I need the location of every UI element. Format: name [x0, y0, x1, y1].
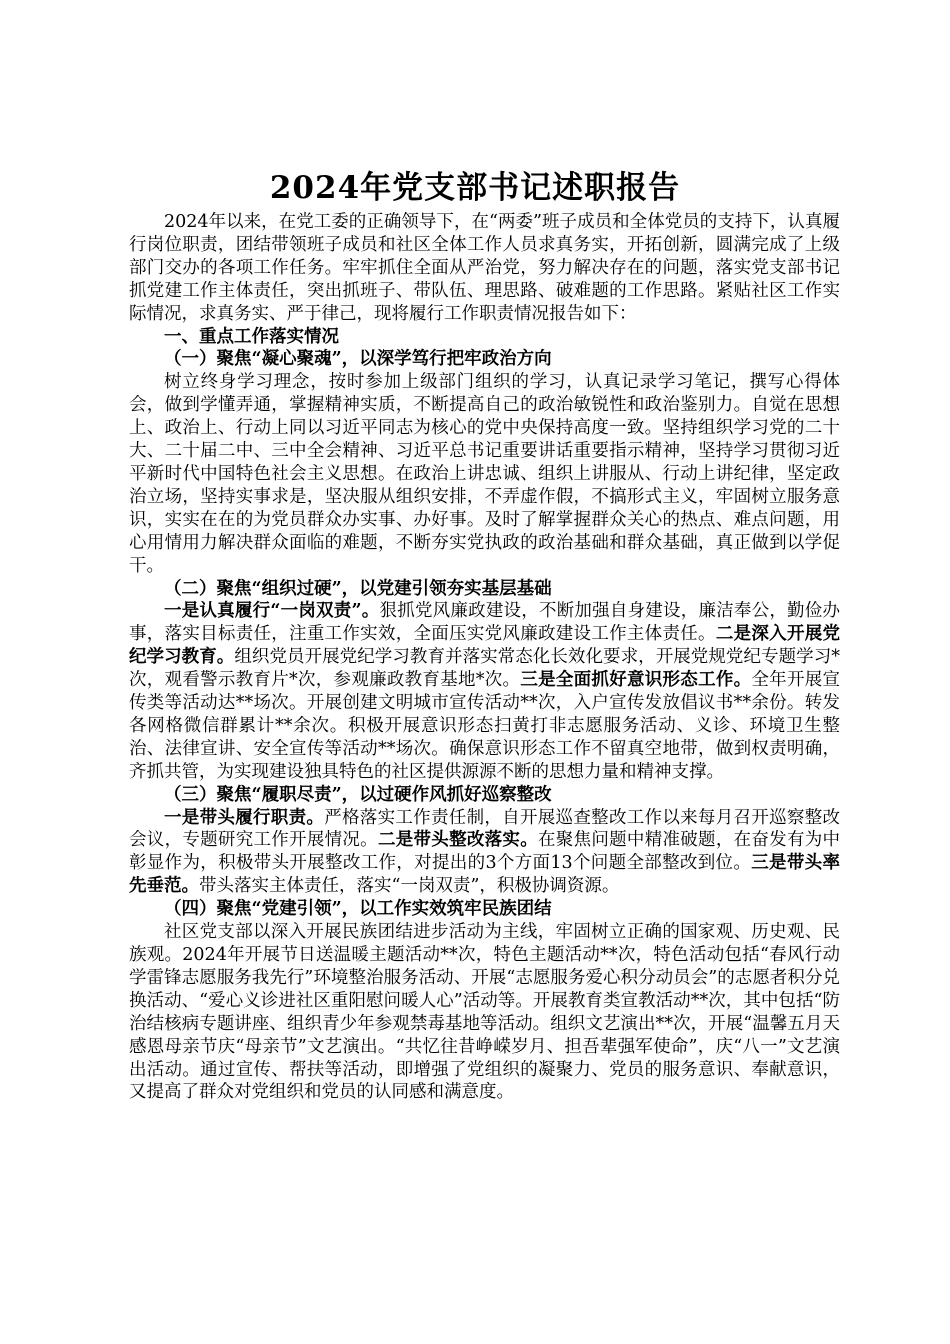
document-body [129, 211, 840, 1104]
paragraph-text: 组织党员开展党纪学习教育并落实常态化长效化要求，开展党规党纪专题学习*次，观看警示教育片*次，参观廉政教育基地*次。 [129, 647, 841, 691]
paragraph-text: 带头落实主体责任，落实“一岗双责”，积极协调资源。 [199, 876, 620, 897]
intro-paragraph: 2024年以来，在党工委的正确领导下，在“两委”班子成员和全体党员的支持下，认真履行岗位职责，团结带领班子成员和社区全体工作人员求真务实，开拓创新，圆满完成了上级部门交办的各项工作任务。牢牢抓住全面从严治党，努力解决存在的问题，落实党支部书记抓党建工作主体责任，突出抓班子、带队伍、理思路、破难题的工作思路。紧贴社区工作实际情况，求真务实、严于律己，现将履行工作职责情况报告如下： [129, 212, 840, 324]
lead-phrase: 三是全面抓好意识形态工作。 [520, 670, 752, 691]
lead-phrase: 三是带头率先垂范。 [129, 853, 840, 897]
subsection-heading-3: （三）聚焦“履职尽责”，以过硬作风抓好巡察整改 [164, 784, 552, 805]
lead-phrase: 一是带头履行职责。 [164, 807, 325, 828]
subsection-1-paragraph: 树立终身学习理念，按时参加上级部门组织的学习，认真记录学习笔记，撰写心得体会，做到学懂弄通，掌握精神实质，不断提高自己的政治敏锐性和政治鉴别力。自觉在思想上、政治上、行动上同以习近平同志为核心的党中央保持高度一致。坚持组织学习党的二十大、二十届二中、三中全会精神、习近平总书记重要讲话重要指示精神，坚持学习贯彻习近平新时代中国特色社会主义思想。在政治上讲忠诚、组织上讲服从、行动上讲纪律，坚定政治立场，坚持实事求是，坚决服从组织安排，不弄虚作假，不搞形式主义，牢固树立服务意识，实实在在的为党员群众办实事、办好事。及时了解掌握群众关心的热点、难点问题，用心用情用力解决群众面临的难题，不断夯实党执政的政治基础和群众基础，真正做到以学促干。 [129, 372, 840, 576]
section-heading: 一、重点工作落实情况 [164, 326, 339, 347]
subsection-2-paragraph [129, 600, 840, 783]
lead-phrase: 二是带头整改落实。 [377, 830, 538, 851]
subsection-3-paragraph [129, 807, 840, 899]
subsection-heading-1: （一）聚焦“凝心聚魂”，以深学笃行把牢政治方向 [164, 349, 552, 370]
paragraph-text: 狠抓党风廉政建设，不断加强自身建设，廉洁奉公，勤俭办事，落实目标责任，注重工作实效，全面压实党风廉政建设工作主体责任。 [129, 601, 840, 645]
paragraph-text: 严格落实工作责任制，自开展巡查整改工作以来每月召开巡察整改会议，专题研究工作开展情况。 [129, 807, 841, 851]
subsection-heading-2: （二）聚焦“组织过硬”，以党建引领夯实基层基础 [164, 578, 552, 599]
document-title: 2024年党支部书记述职报告 [269, 170, 681, 206]
paragraph-text: 全年开展宣传类等活动达**场次。开展创建文明城市宣传活动**次，入户宣传发放倡议书**余份。转发各网格微信群累计**余次。积极开展意识形态扫黄打非志愿服务活动、义诊、环境卫生整治、法律宣讲、安全宣传等活动**场次。确保意识形态工作不留真空地带，做到权责明确，齐抓共管，为实现建设独具特色的社区提供源源不断的思想力量和精神支撑。 [129, 670, 841, 782]
subsection-heading-4: （四）聚焦“党建引领”，以工作实效筑牢民族团结 [164, 899, 552, 920]
subsection-4-paragraph: 社区党支部以深入开展民族团结进步活动为主线，牢固树立正确的国家观、历史观、民族观。2024年开展节日送温暖主题活动**次，特色主题活动**次，特色活动包括“春风行动学雷锋志愿服务我先行”环境整治服务活动、开展“志愿服务爱心积分动员会”的志愿者积分兑换活动、“爱心义诊进社区重阳慰问暖人心”活动等。开展教育类宣教活动**次，其中包括“防治结核病专题讲座、组织青少年参观禁毒基地等活动。组织文艺演出**次，开展“温馨五月天感恩母亲节庆“母亲节”文艺演出。“共忆往昔峥嵘岁月、担吾辈强军使命”，庆“八一”文艺演出活动。通过宣传、帮扶等活动，即增强了党组织的凝聚力、党员的服务意识、奉献意识，又提高了群众对党组织和党员的认同感和满意度。 [129, 922, 840, 1103]
lead-phrase: 二是深入开展党纪学习教育。 [129, 624, 841, 668]
lead-phrase: 一是认真履行“一岗双责”。 [164, 601, 380, 622]
paragraph-text: 在聚焦问题中精准破题，在奋发有为中彰显作为，积极带头开展整改工作，对提出的3个方面13个问题全部整改到位。 [129, 830, 841, 874]
